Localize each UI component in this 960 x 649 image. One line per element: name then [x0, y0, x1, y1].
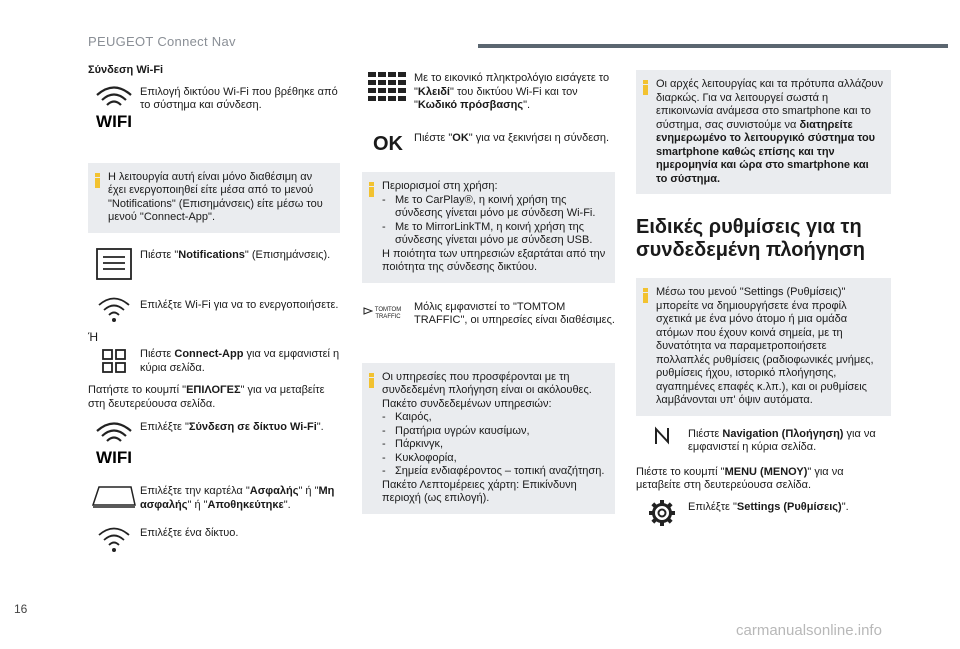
info-icon: [643, 80, 648, 95]
select-wifi-row: [88, 293, 340, 331]
services-pack-1: Πακέτο συνδεδεμένων υπηρεσιών:: [382, 397, 552, 410]
ok-text: Πιέστε "OK" για να ξεκινήσει η σύνδεση.: [414, 132, 610, 144]
notifications-row: [88, 247, 340, 287]
column-3: [636, 70, 891, 533]
page-number: 16: [14, 602, 28, 616]
wifi-network-icon: [88, 417, 140, 477]
options-text: Πατήστε το κουμπί "ΕΠΙΛΟΓΕΣ" για να μεταβείτε στη δευτερεύουσα σελίδα.: [88, 384, 325, 410]
tomtom-text: Μόλις εμφανιστεί το "TOMTOM TRAFFIC", οι υπηρεσίες είναι διαθέσιμες.: [414, 300, 615, 326]
services-pack-2: Πακέτο Λεπτομέρειες χάρτη: Επικίνδυνη περιοχή (ως επιλογή).: [382, 478, 577, 504]
connect-app-text: Πιέστε Connect-App για να εμφανιστεί η κύρια σελίδα.: [140, 348, 340, 374]
gear-icon: [636, 499, 688, 533]
info-icon: [95, 173, 100, 188]
list-item: - Καιρός,: [382, 411, 607, 425]
navigation-row: [636, 426, 891, 460]
settings-info-text: Μέσω του μενού "Settings (Ρυθμίσεις)" μπορείτε να δημιουργήσετε ένα προφίλ σχετικά με ένα μόνο άτομο ή μια ομάδα ατόμων που έχουν κοινά σημεία, με τη δυνατότητα να παραμετροποιήσετε πολλαπλές ρυθμίσεις (ραδιοφωνικές μνήμες, ρυθμίσεις ήχου, ιστορικό πλοήγησης, αγαπημένες επαφές κ.λπ.), και οι ρυθμίσεις λαμβάνονται υπ' όψιν αυτόματα.: [656, 286, 874, 406]
manual-header-title: PEUGEOT Connect Nav: [88, 34, 236, 49]
svg-text:WIFI: WIFI: [96, 111, 132, 129]
info-icon: [369, 373, 374, 388]
list-item: - Πάρκινγκ,: [382, 438, 607, 452]
wifi-icon: [88, 81, 140, 143]
wifi-signal-icon: [88, 293, 140, 331]
tomtom-traffic-icon: TOMTOM TRAFFIC: [362, 301, 414, 343]
wifi-connect-row: [88, 81, 340, 143]
info-box-smartphone: Οι αρχές λειτουργίας και τα πρότυπα αλλάζουν διαρκώς. Για να λειτουργεί σωστά η επικοινωνία ανάμεσα στο smartphone και το σύστημα, σας συνιστούμε να διατηρείτε ενημερωμένο το λειτουργικό σύστημα του smartphone καθώς επίσης και την ημερομηνία και ώρα στο smartphone και το σύστημα.: [636, 70, 891, 194]
select-wifi-text: Επιλέξτε Wi-Fi για να το ενεργοποιήσετε.: [140, 298, 339, 311]
list-item: - Με το CarPlay®, η κοινή χρήση της σύνδεσης γίνεται μόνο με σύνδεση Wi-Fi.: [382, 194, 607, 221]
notifications-text: Πιέστε "Notifications" (Επισημάνσεις).: [140, 248, 331, 261]
menu-text: Πιέστε το κουμπί "MENU (ΜΕΝΟΥ)" για να μεταβείτε στη δευτερεύουσα σελίδα.: [636, 465, 844, 491]
list-item: - Σημεία ενδιαφέροντος – τοπική αναζήτηση.: [382, 465, 607, 479]
connect-app-row: [88, 348, 340, 378]
services-list: [382, 411, 607, 479]
info-text: Η λειτουργία αυτή είναι μόνο διαθέσιμη αν έχει ενεργοποιηθεί είτε μέσα από το μενού "Notifications" (Επισημάνσεις) είτε μέσω του μενού "Connect-App".: [108, 170, 323, 223]
connect-app-icon: [88, 348, 140, 378]
header-rule: [478, 44, 948, 48]
info-box-services: [362, 363, 615, 514]
column-2: [362, 72, 615, 514]
ok-row: [362, 130, 615, 166]
svg-text:WIFI: WIFI: [96, 448, 132, 465]
list-item: - Με το MirrorLinkTM, η κοινή χρήση της σύνδεσης γίνεται μόνο με σύνδεση USB.: [382, 221, 607, 248]
info-icon: [369, 182, 374, 197]
info-box-settings: [636, 278, 891, 416]
info-box-restrictions: [362, 172, 615, 283]
settings-text: Επιλέξτε "Settings (Ρυθμίσεις)".: [688, 500, 849, 513]
tomtom-row: [362, 301, 615, 343]
list-item: - Πρατήρια υγρών καυσίμων,: [382, 425, 607, 439]
list-item: - Κυκλοφορία,: [382, 452, 607, 466]
select-network-row: [88, 523, 340, 557]
keyboard-row: [362, 72, 615, 122]
wifi-signal-icon-2: [88, 523, 140, 557]
ok-icon: OK: [373, 133, 403, 155]
select-network-text: Επιλέξτε ένα δίκτυο.: [140, 527, 239, 539]
tab-select-row: [88, 483, 340, 519]
wifi-network-row: [88, 417, 340, 477]
tab-icon: [88, 483, 140, 519]
navigation-icon: [636, 426, 688, 460]
keyboard-icon: [362, 72, 414, 122]
tab-select-text: Επιλέξτε την καρτέλα "Ασφαλής" ή "Μη ασφαλής" ή "Αποθηκεύτηκε".: [140, 485, 335, 511]
watermark: carmanualsonline.info: [736, 622, 882, 639]
keyboard-text: Με το εικονικό πληκτρολόγιο εισάγετε το "Κλειδί" του δικτύου Wi-Fi και τον "Κωδικό πρόσβασης".: [414, 72, 610, 111]
or-label: Ή: [88, 329, 99, 344]
navigation-text: Πιέστε Navigation (Πλοήγηση) για να εμφανιστεί η κύρια σελίδα.: [688, 427, 876, 453]
notifications-icon: [88, 247, 140, 287]
settings-row: [636, 499, 891, 533]
info-box-notifications: [88, 163, 340, 233]
wifi-connect-text: Επιλογή δικτύου Wi-Fi που βρέθηκε από το σύστημα και σύνδεση.: [140, 85, 338, 111]
info-icon: [643, 288, 648, 303]
restrictions-tail: Η ποιότητα των υπηρεσιών εξαρτάται από την ποιότητα της σύνδεσης δικτύου.: [382, 247, 606, 273]
services-intro: Οι υπηρεσίες που προσφέρονται με τη συνδεδεμένη πλοήγηση είναι οι ακόλουθες.: [382, 370, 592, 396]
wifi-network-text: Επιλέξτε "Σύνδεση σε δίκτυο Wi-Fi".: [140, 421, 324, 433]
restrictions-title: Περιορισμοί στη χρήση:: [382, 180, 498, 192]
restrictions-list: [382, 194, 607, 248]
section-title: Ειδικές ρυθμίσεις για τη συνδεδεμένη πλοήγηση: [636, 216, 865, 261]
column-1: [88, 64, 340, 557]
wifi-section-heading: Σύνδεση Wi-Fi: [88, 64, 164, 76]
